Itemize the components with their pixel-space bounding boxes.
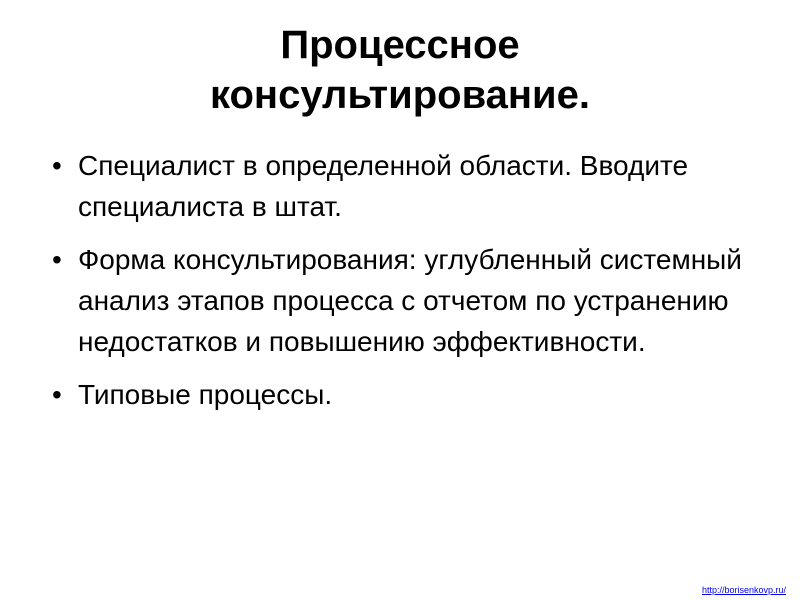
bullet-list bbox=[48, 145, 748, 427]
slide-title bbox=[0, 20, 800, 120]
slide-title-line-1: Процессное bbox=[280, 23, 520, 67]
footer-link[interactable]: http://borisenkovp.ru/ bbox=[701, 585, 786, 595]
bullet-item-typical-processes: • Типовые процессы. bbox=[48, 374, 748, 415]
bullet-item-specialist: • Специалист в определенной области. Вводите специалиста в штат. bbox=[48, 145, 748, 227]
slide-title-line-2: консультирование. bbox=[210, 73, 590, 117]
bullet-item-consulting-form: • Форма консультирования: углубленный системный анализ этапов процесса с отчетом по устранению недостатков и повышению эффективности. bbox=[48, 239, 748, 362]
